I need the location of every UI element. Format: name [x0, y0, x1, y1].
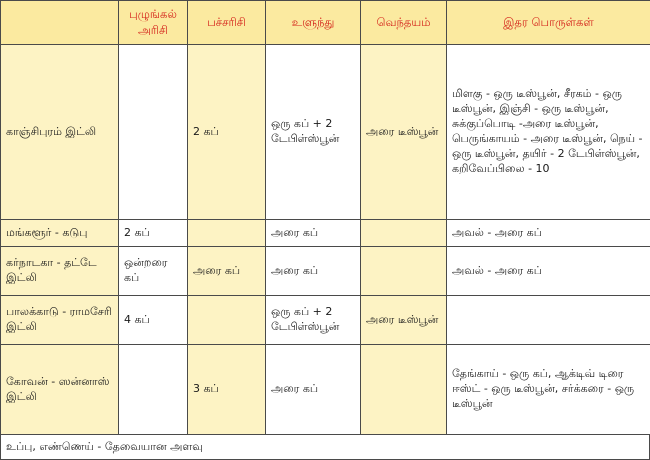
header-pacharisi: பச்சரிசி	[188, 1, 266, 45]
cell-puzhungal	[119, 45, 188, 220]
cell-pacharisi: 3 கப்	[188, 345, 266, 435]
cell-vendhayam	[361, 247, 447, 296]
row-name: மங்களூர் - கடுபு	[1, 220, 119, 247]
cell-pacharisi: அரை கப்	[188, 247, 266, 296]
cell-vendhayam: அரை டீஸ்பூன்	[361, 296, 447, 345]
cell-puzhungal: 2 கப்	[119, 220, 188, 247]
table-row	[1, 345, 650, 435]
header-ulundhu: உளுந்து	[266, 1, 361, 45]
cell-others: மிளகு - ஒரு டீஸ்பூன், சீரகம் - ஒரு டீஸ்பூன், இஞ்சி - ஒரு டீஸ்பூன், சுக்குப்பொடி -அரை டீஸ்பூன், பெருங்காயம் - அரை டீஸ்பூன், நெய் - ஒரு டீஸ்பூன், தயிர் - 2 டேபிள்ஸ்பூன், கறிவேப்பிலை - 10	[447, 45, 650, 220]
header-blank	[1, 1, 119, 45]
table-row	[1, 247, 650, 296]
cell-vendhayam: அரை டீஸ்பூன்	[361, 45, 447, 220]
table-row	[1, 220, 650, 247]
cell-pacharisi	[188, 220, 266, 247]
header-row	[1, 1, 650, 45]
cell-others: அவல் - அரை கப்	[447, 220, 650, 247]
cell-pacharisi: 2 கப்	[188, 45, 266, 220]
row-name: பாலக்காடு - ராமசேரி இட்லி	[1, 296, 119, 345]
cell-vendhayam	[361, 220, 447, 247]
row-name: காஞ்சிபுரம் இட்லி	[1, 45, 119, 220]
cell-pacharisi	[188, 296, 266, 345]
table-row	[1, 45, 650, 220]
row-name: கோவன் - ஸன்னாஸ் இட்லி	[1, 345, 119, 435]
cell-ulundhu: அரை கப்	[266, 247, 361, 296]
cell-puzhungal: ஒன்றரை கப்	[119, 247, 188, 296]
cell-others: தேங்காய் - ஒரு கப், ஆக்டிவ் டிரை ஈஸ்ட் - ஒரு டீஸ்பூன், சர்க்கரை - ஒரு டீஸ்பூன்	[447, 345, 650, 435]
cell-ulundhu: ஒரு கப் + 2 டேபிள்ஸ்பூன்	[266, 296, 361, 345]
cell-puzhungal	[119, 345, 188, 435]
cell-ulundhu: ஒரு கப் + 2 டேபிள்ஸ்பூன்	[266, 45, 361, 220]
cell-puzhungal: 4 கப்	[119, 296, 188, 345]
cell-others: அவல் - அரை கப்	[447, 247, 650, 296]
cell-others	[447, 296, 650, 345]
row-name: கர்நாடகா - தட்டே இட்லி	[1, 247, 119, 296]
header-other-items: இதர பொருள்கள்	[447, 1, 650, 45]
footnote-salt-oil: உப்பு, எண்ணெய் - தேவையான அளவு	[0, 435, 650, 460]
cell-vendhayam	[361, 345, 447, 435]
table-row	[1, 296, 650, 345]
header-vendhayam: வெந்தயம்	[361, 1, 447, 45]
header-puzhungal-arisi: புழுங்கல் அரிசி	[119, 1, 188, 45]
cell-ulundhu: அரை கப்	[266, 220, 361, 247]
cell-ulundhu: அரை கப்	[266, 345, 361, 435]
